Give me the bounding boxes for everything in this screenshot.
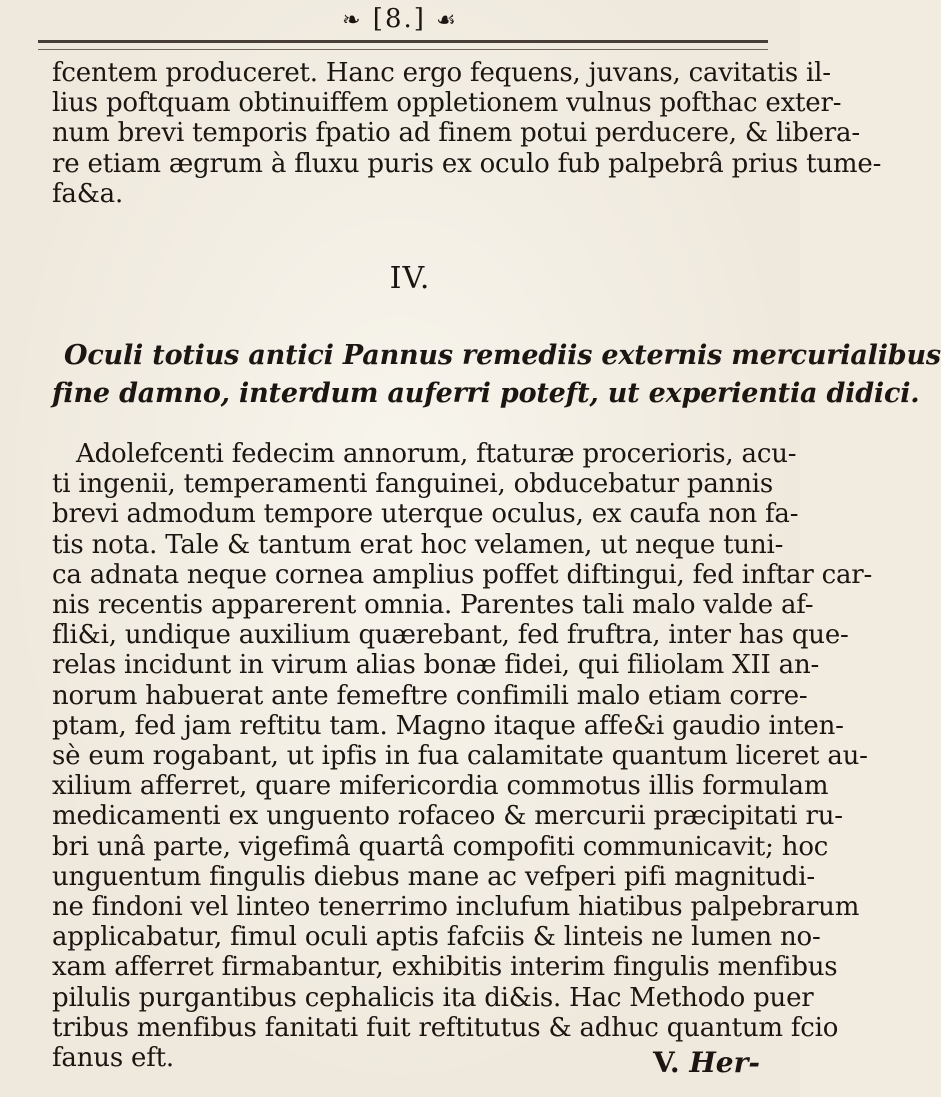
- section-number: IV.: [389, 261, 431, 297]
- text-line: fa&a.: [52, 178, 124, 209]
- text-line: lius poftquam obtinuiffem oppletionem vulnus pofthac exter-: [52, 88, 842, 119]
- catchword: [653, 1046, 760, 1079]
- heading-line: fine damno, interdum auferri poteft, ut experientia didici.: [52, 378, 920, 410]
- text-line: num brevi temporis fpatio ad finem potui perducere, & libera-: [52, 118, 860, 149]
- text-line: tribus menfibus fanitati fuit reftitutus & adhuc quantum fcio: [52, 1012, 839, 1043]
- page-header: [0, 4, 800, 34]
- text-line: re etiam ægrum à fluxu puris ex oculo fub palpebrâ prius tume-: [52, 148, 882, 179]
- ornament-left-icon: ❧: [342, 8, 363, 33]
- text-line: tis nota. Tale & tantum erat hoc velamen, ut neque tuni-: [52, 529, 784, 560]
- text-line: Adolefcenti fedecim annorum, ftaturæ procerioris, acu-: [76, 439, 797, 470]
- text-line: ne findoni vel linteo tenerrimo inclufum hiatibus palpebrarum: [52, 892, 860, 923]
- heading-line: Oculi totius antici Pannus remediis externis mercurialibus: [64, 340, 941, 372]
- text-line: ptam, fed jam reftitu tam. Magno itaque affe&i gaudio inten-: [52, 710, 844, 741]
- catchword-numeral: V.: [653, 1046, 680, 1079]
- continuation-paragraph: [52, 58, 882, 209]
- text-line: applicabatur, fimul oculi aptis fafciis & linteis ne lumen no-: [52, 922, 821, 953]
- text-line: relas incidunt in virum alias bonæ fidei, qui filiolam XII an-: [52, 650, 820, 681]
- case-paragraph: [52, 439, 873, 1074]
- catchword-word: Her-: [689, 1046, 760, 1079]
- text-line: fanus eft.: [52, 1043, 174, 1074]
- text-line: pilulis purgantibus cephalicis ita di&is. Hac Methodo puer: [52, 982, 814, 1013]
- text-line: xam afferret firmabantur, exhibitis interim fingulis menfibus: [52, 952, 838, 983]
- page-number: [8.]: [372, 4, 426, 34]
- text-block: [52, 58, 941, 1074]
- text-line: norum habuerat ante femeftre confimili malo etiam corre-: [52, 680, 808, 711]
- text-line: medicamenti ex unguento rofaceo & mercurii præcipitati ru-: [52, 801, 843, 832]
- text-line: xilium afferret, quare mifericordia commotus illis formulam: [52, 771, 829, 802]
- text-line: bri unâ parte, vigefimâ quartâ compofiti communicavit; hoc: [52, 831, 829, 862]
- text-line: brevi admodum tempore uterque oculus, ex caufa non fa-: [52, 499, 799, 530]
- section-heading: [52, 337, 941, 413]
- ornament-right-icon: ☙: [436, 8, 458, 33]
- text-line: sè eum rogabant, ut ipfis in fua calamitate quantum liceret au-: [52, 741, 868, 772]
- text-line: fcentem produceret. Hanc ergo fequens, juvans, cavitatis il-: [52, 58, 831, 88]
- text-line: nis recentis apparerent omnia. Parentes tali malo valde af-: [52, 590, 814, 621]
- header-rule: [38, 40, 768, 50]
- text-line: ti ingenii, temperamenti fanguinei, obducebatur pannis: [52, 469, 773, 500]
- text-line: unguentum fingulis diebus mane ac vefperi pifi magnitudi-: [52, 861, 815, 892]
- text-line: ca adnata neque cornea amplius poffet diftingui, fed inftar car-: [52, 559, 873, 590]
- text-line: fli&i, undique auxilium quærebant, fed fruftra, inter has que-: [52, 620, 849, 651]
